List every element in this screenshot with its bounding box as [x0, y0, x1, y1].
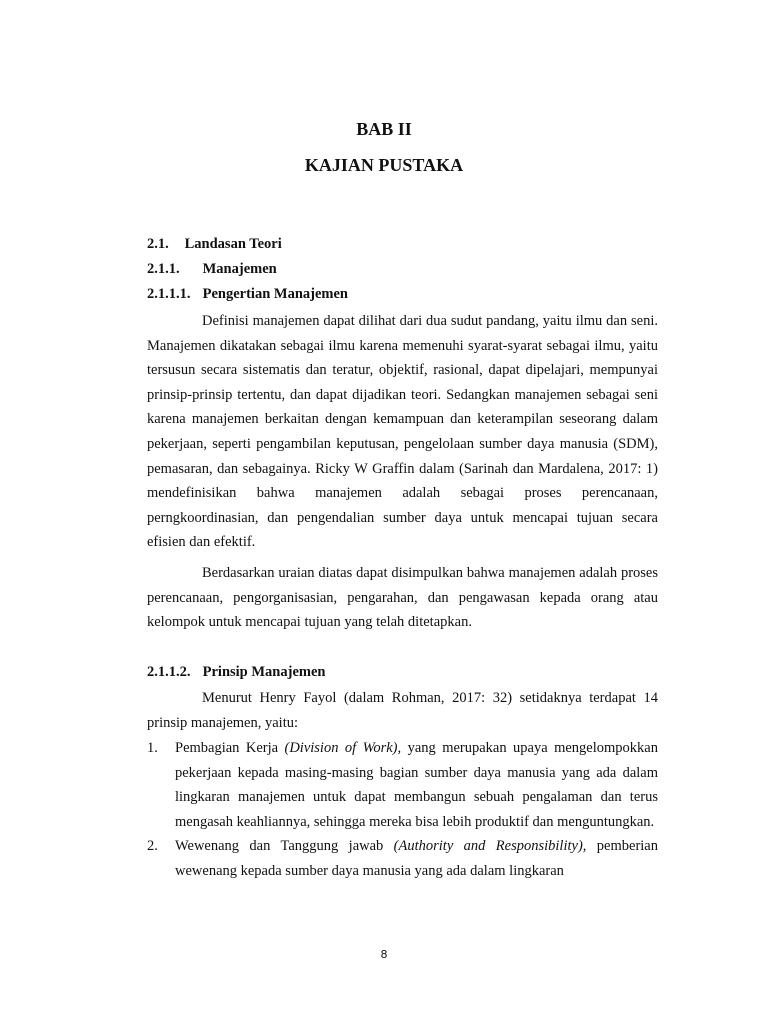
- list-item-lead: Wewenang dan Tanggung jawab: [175, 838, 394, 855]
- section-number: 2.1.: [147, 236, 169, 252]
- section-title: Pengertian Manajemen: [202, 286, 348, 302]
- section-number: 2.1.1.2.: [147, 664, 191, 680]
- chapter-title: KAJIAN PUSTAKA: [304, 155, 464, 175]
- list-item: [147, 834, 658, 883]
- section-heading-2-1-1-2: [147, 664, 325, 681]
- section-heading-2-1-1-1: [147, 286, 348, 303]
- list-item-term: (Authority and Responsibility),: [393, 838, 587, 855]
- list-item-text: pemberian wewenang kepada sumber daya manusia yang ada dalam lingkaran: [175, 838, 658, 879]
- paragraph-conclusion: Berdasarkan uraian diatas dapat disimpulkan bahwa manajemen adalah proses perencanaan, pengorganisasian, pengarahan, dan pengawasan kepada orang atau kelompok untuk mencapai tujuan yang telah ditetapkan.: [147, 565, 658, 631]
- section-heading-2-1-1: [147, 261, 277, 278]
- chapter-label: BAB II: [356, 119, 412, 139]
- section-title: Landasan Teori: [184, 236, 282, 252]
- page-number: 8: [380, 948, 388, 961]
- principles-list: [147, 736, 658, 884]
- section-heading-2-1: [147, 236, 282, 253]
- section-number: 2.1.1.: [147, 261, 180, 277]
- list-item-term: (Division of Work),: [284, 740, 402, 756]
- list-item-text: yang merupakan upaya mengelompokkan pekerjaan kepada masing-masing bagian sumber daya manusia yang ada dalam lingkaran manajemen untuk dapat membangun sebuah pengalaman dan terus mengasah keahliannya, sehingga mereka bisa lebih produktif dan menguntungkan.: [175, 740, 658, 830]
- list-item-lead: Pembagian Kerja: [175, 740, 285, 756]
- section-number: 2.1.1.1.: [147, 286, 191, 302]
- section-title: Prinsip Manajemen: [202, 664, 326, 680]
- paragraph-fayol-intro: Menurut Henry Fayol (dalam Rohman, 2017: 32) setidaknya terdapat 14 prinsip manajemen, yaitu:: [147, 690, 658, 731]
- section-title: Manajemen: [202, 261, 277, 277]
- list-item: [147, 736, 658, 834]
- list-marker: 1.: [147, 740, 158, 756]
- list-marker: 2.: [147, 838, 158, 855]
- paragraph-definition: Definisi manajemen dapat dilihat dari dua sudut pandang, yaitu ilmu dan seni. Manajemen dikatakan sebagai ilmu karena memenuhi syarat-syarat sebagai ilmu, yaitu tersusun secara sistematis dan teratur, objektif, rasional, dapat dipelajari, mempunyai prinsip-prinsip tertentu, dan dapat dijadikan teori. Sedangkan manajemen sebagai seni karena manajemen berkaitan dengan kemampuan dan keterampilan seseorang dalam pekerjaan, seperti pengambilan keputusan, pengelolaan sumber daya manusia (SDM), pemasaran, dan sebagainya. Ricky W Graffin dalam (Sarinah dan Mardalena, 2017: 1) mendefinisikan bahwa manajemen adalah sebagai proses perencanaan, perngkoordinasian, dan pengendalian sumber daya untuk mencapai tujuan secara efisien dan efektif.: [147, 313, 658, 551]
